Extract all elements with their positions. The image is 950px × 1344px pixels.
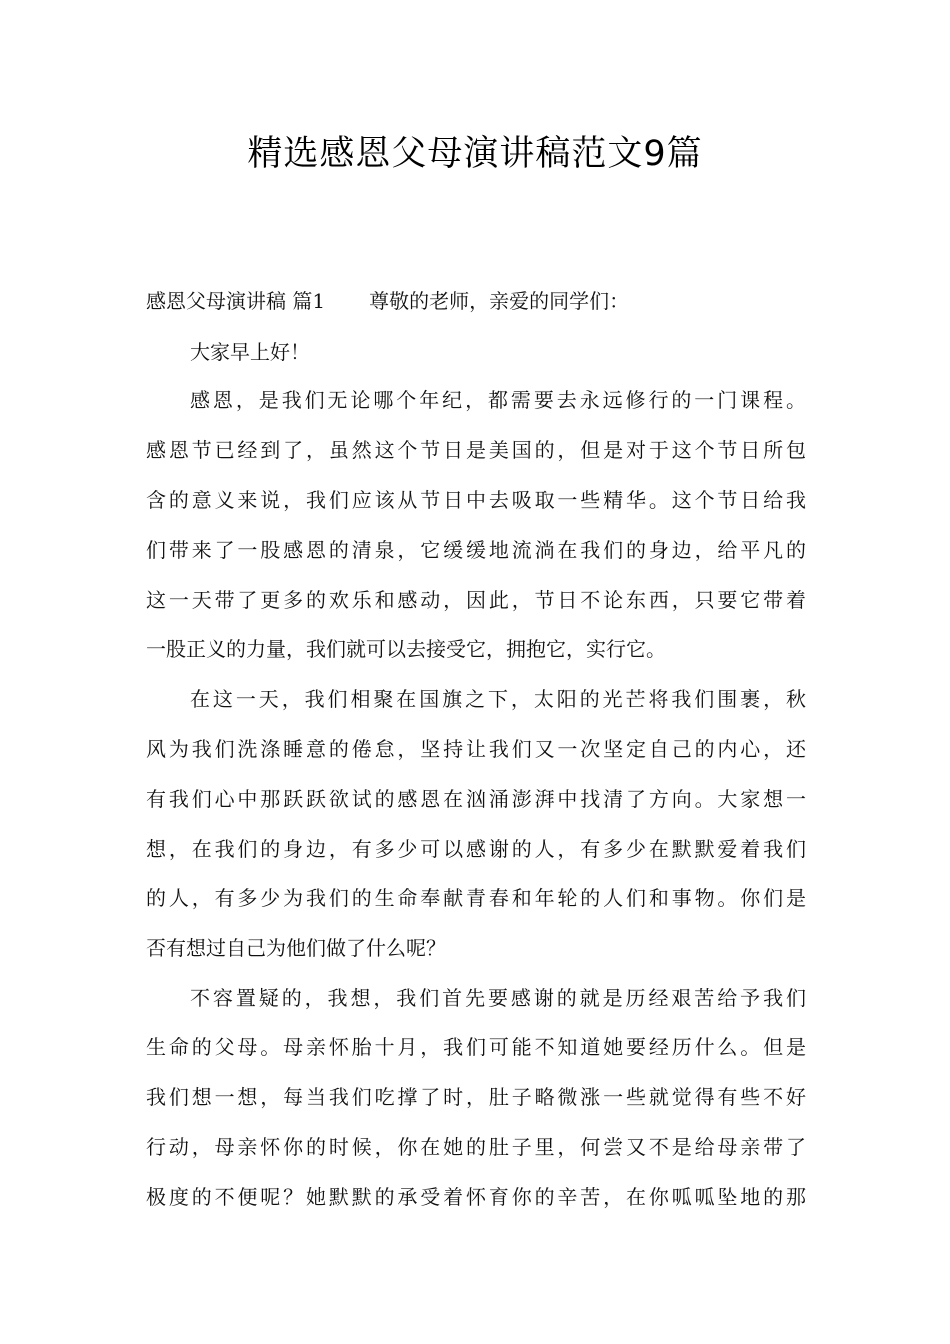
paragraph-line: 在这一天，我们相聚在国旗之下，太阳的光芒将我们围裹，秋	[190, 687, 806, 711]
paragraph-line: 极度的不便呢？她默默的承受着怀育你的辛苦，在你呱呱坠地的那	[146, 1185, 806, 1209]
paragraph-line: 们带来了一股感恩的清泉，它缓缓地流淌在我们的身边，给平凡的	[146, 538, 806, 562]
paragraph-line: 有我们心中那跃跃欲试的感恩在汹涌澎湃中找清了方向。大家想一	[146, 787, 806, 811]
section-heading: 感恩父母演讲稿 篇1	[146, 289, 326, 313]
paragraph-line: 生命的父母。母亲怀胎十月，我们可能不知道她要经历什么。但是	[146, 1035, 806, 1059]
paragraph-line: 大家早上好！	[190, 340, 310, 364]
paragraph-line: 感恩节已经到了，虽然这个节日是美国的，但是对于这个节日所包	[146, 438, 806, 462]
paragraph-line: 感恩，是我们无论哪个年纪，都需要去永远修行的一门课程。	[190, 388, 806, 412]
paragraph-line: 不容置疑的，我想，我们首先要感谢的就是历经艰苦给予我们	[190, 986, 806, 1010]
paragraph-line: 想，在我们的身边，有多少可以感谢的人，有多少在默默爱着我们	[146, 837, 806, 861]
paragraph-line: 行动，母亲怀你的时候，你在她的肚子里，何尝又不是给母亲带了	[146, 1135, 806, 1159]
heading-line	[146, 286, 806, 316]
paragraph-line: 风为我们洗涤睡意的倦怠，坚持让我们又一次坚定自己的内心，还	[146, 737, 806, 761]
paragraph-line: 含的意义来说，我们应该从节日中去吸取一些精华。这个节日给我	[146, 488, 806, 512]
paragraph-line: 否有想过自己为他们做了什么呢？	[146, 936, 446, 960]
paragraph-line: 这一天带了更多的欢乐和感动，因此，节日不论东西，只要它带着	[146, 588, 806, 612]
paragraph-line: 一股正义的力量，我们就可以去接受它，拥抱它，实行它。	[146, 637, 666, 661]
paragraph-line: 的人，有多少为我们的生命奉献青春和年轮的人们和事物。你们是	[146, 886, 806, 910]
paragraph-line: 我们想一想，每当我们吃撑了时，肚子略微涨一些就觉得有些不好	[146, 1085, 806, 1109]
salutation: 尊敬的老师，亲爱的同学们：	[369, 289, 630, 313]
document-title: 精选感恩父母演讲稿范文9篇	[247, 134, 703, 174]
